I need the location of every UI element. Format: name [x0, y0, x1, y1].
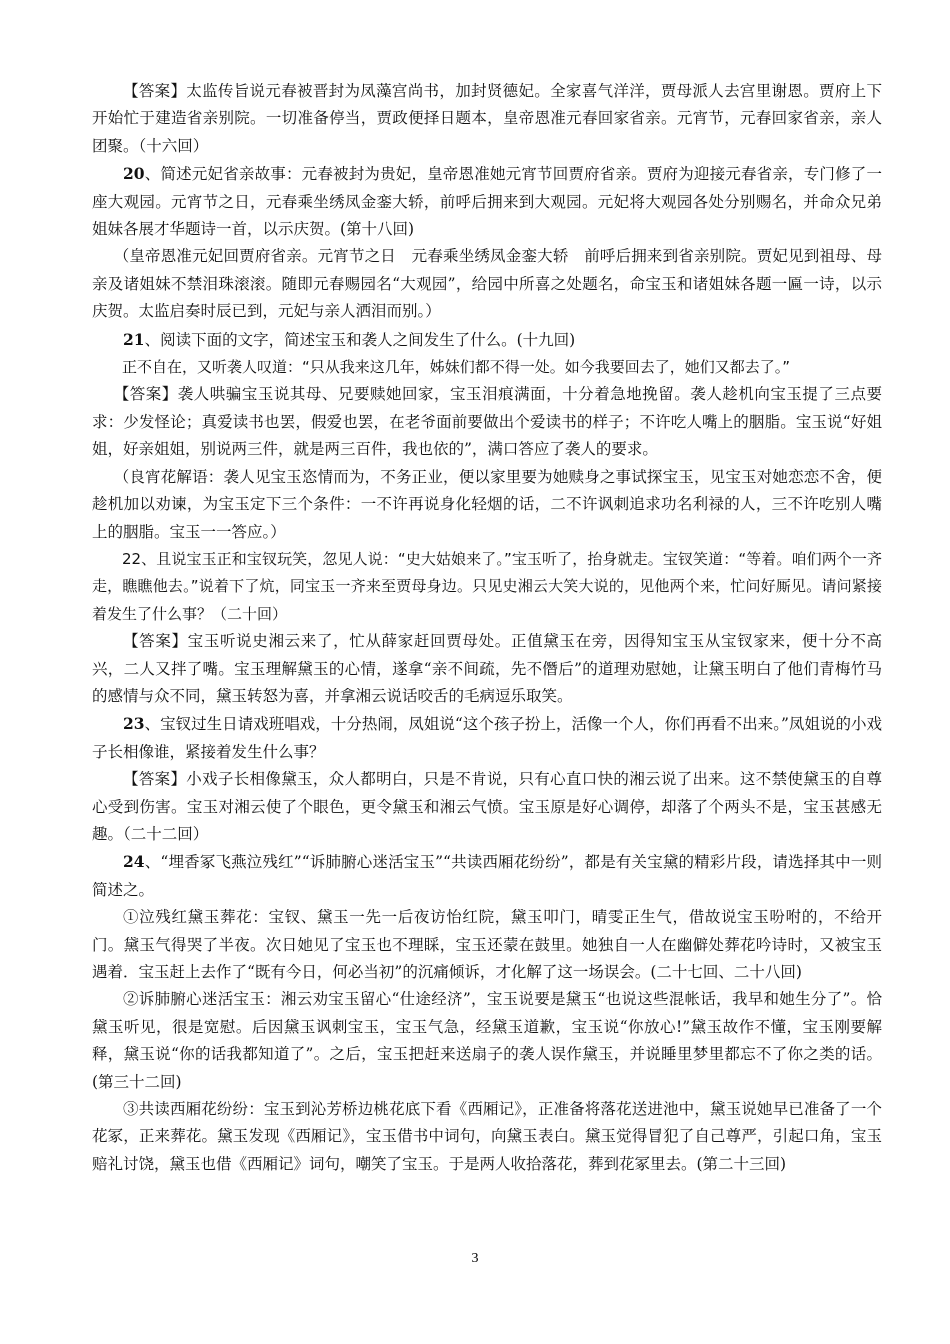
answer-21	[92, 381, 882, 463]
answer-22	[92, 628, 882, 710]
answer-24-option-3	[92, 1096, 882, 1178]
question-number: 23	[123, 714, 145, 734]
question-20-alt	[92, 243, 882, 325]
question-24	[92, 848, 882, 904]
question-21-quote	[92, 354, 882, 381]
question-text: 、“埋香冢飞燕泣残红”“诉肺腑心迷活宝玉”“共读西厢花纷纷”，都是有关宝黛的精彩片段，请选择其中一则简述之。	[92, 853, 882, 899]
answer-text: 【答案】袭人哄骗宝玉说其母、兄要赎她回家，宝玉泪痕满面，十分着急地挽留。袭人趁机向宝玉提了三点要求：少发怪论；真爱读书也罢，假爱也罢，在老爷面前要做出个爱读书的样子；不许吃人嘴上的胭脂。宝玉说“好姐姐，好亲姐姐，别说两三件，就是两三百件，我也依的”，满口答应了袭人的要求。	[92, 385, 882, 459]
question-number: 24	[123, 852, 145, 872]
answer-24-option-2	[92, 986, 882, 1096]
alt-answer-text: （良宵花解语：袭人见宝玉恣情而为，不务正业，便以家里要为她赎身之事试探宝玉，见宝玉对她恋恋不舍，便趁机加以劝谏，为宝玉定下三个条件：一不许再说身化轻烟的话，二不许讽刺追求功名利禄的人，三不许吃别人嘴上的胭脂。宝玉一一答应。）	[92, 467, 882, 541]
question-22	[92, 546, 882, 628]
option-text: ③共读西厢花纷纷：宝玉到沁芳桥边桃花底下看《西厢记》，正准备将落花送进池中，黛玉说她早已准备了一个花冢，正来葬花。黛玉发现《西厢记》，宝玉借书中词句，向黛玉表白。黛玉觉得冒犯了自己尊严，引起口角，宝玉赔礼讨饶，黛玉也借《西厢记》词句，嘲笑了宝玉。于是两人收拾落花，葬到花冢里去。(第二十三回)	[92, 1100, 882, 1173]
option-text: ①泣残红黛玉葬花：宝钗、黛玉一先一后夜访怡红院，黛玉叩门，晴雯正生气，借故说宝玉吩咐的，不给开门。黛玉气得哭了半夜。次日她见了宝玉也不理睬，宝玉还蒙在鼓里。她独自一人在幽僻处葬花吟诗时，又被宝玉遇着．宝玉赶上去作了“既有今日，何必当初”的沉痛倾诉，才化解了这一场误会。(二十七回、二十八回)	[92, 908, 882, 981]
answer-16	[92, 78, 882, 160]
page-number: 3	[471, 1251, 479, 1266]
answer-23	[92, 766, 882, 848]
question-21	[92, 326, 882, 354]
question-20	[92, 160, 882, 243]
question-text: 、简述元妃省亲故事：元春被封为贵妃，皇帝恩准她元宵节回贾府省亲。贾府为迎接元春省亲，专门修了一座大观园。元宵节之日，元春乘坐绣凤金銮大轿，前呼后拥来到大观园。元妃将大观园各处分别赐名，并命众兄弟姐妹各展才华题诗一首，以示庆贺。(第十八回)	[92, 165, 882, 239]
answer-24-option-1	[92, 904, 882, 986]
alt-answer-text: （皇帝恩准元妃回贾府省亲。元宵节之日 元春乘坐绣凤金銮大轿 前呼后拥来到省亲别院。贾妃见到祖母、母亲及诸姐妹不禁泪珠滚滚。随即元春赐园名“大观园”，给园中所喜之处题名，命宝玉和诸姐妹各题一匾一诗，以示庆贺。太监启奏时辰已到，元妃与亲人洒泪而别。）	[92, 247, 882, 321]
option-text: ②诉肺腑心迷活宝玉：湘云劝宝玉留心“仕途经济”，宝玉说要是黛玉“也说这些混帐话，我早和她生分了”。恰黛玉听见，很是宽慰。后因黛玉讽刺宝玉，宝玉气急，经黛玉道歉，宝玉说“你放心!”黛玉故作不懂，宝玉刚要解释，黛玉说“你的话我都知道了”。之后，宝玉把赶来送扇子的袭人误作黛玉，并说睡里梦里都忘不了你之类的话。(第三十二回)	[92, 990, 882, 1091]
question-number: 20	[123, 164, 145, 184]
question-text: 22、且说宝玉正和宝钗玩笑，忽见人说：“史大姑娘来了。”宝玉听了，抬身就走。宝钗笑道：“等着。咱们两个一齐走，瞧瞧他去。”说着下了炕，同宝玉一齐来至贾母身边。只见史湘云大笑大说的，见他两个来，忙问好厮见。请问紧接着发生了什么事？（二十回）	[92, 549, 882, 623]
question-text: 、宝钗过生日请戏班唱戏，十分热闹，凤姐说“这个孩子扮上，活像一个人，你们再看不出来。”凤姐说的小戏子长相像谁，紧接着发生什么事？	[92, 715, 882, 761]
answer-text: 【答案】太监传旨说元春被晋封为凤藻宫尚书，加封贤德妃。全家喜气洋洋，贾母派人去宫里谢恩。贾府上下开始忙于建造省亲别院。一切准备停当，贾政便择日题本，皇帝恩准元春回家省亲。元宵节，元春回家省亲，亲人团聚。（十六回）	[92, 82, 882, 155]
question-text: 、阅读下面的文字，简述宝玉和袭人之间发生了什么。(十九回)	[144, 330, 576, 349]
answer-text: 【答案】小戏子长相像黛玉，众人都明白，只是不肯说，只有心直口快的湘云说了出来。这不禁使黛玉的自尊心受到伤害。宝玉对湘云使了个眼色，更令黛玉和湘云气愤。宝玉原是好心调停，却落了个两头不是，宝玉甚感无趣。（二十二回）	[92, 770, 882, 843]
question-number: 21	[123, 329, 145, 349]
question-23	[92, 710, 882, 766]
answer-text: 【答案】宝玉听说史湘云来了，忙从薛家赶回贾母处。正值黛玉在旁，因得知宝玉从宝钗家来，便十分不高兴，二人又拌了嘴。宝玉理解黛玉的心情，遂拿“亲不间疏，先不僭后”的道理劝慰她，让黛玉明白了他们青梅竹马的感情与众不同，黛玉转怒为喜，并拿湘云说话咬舌的毛病逗乐取笑。	[92, 632, 882, 705]
quote-text: 正不自在，又听袭人叹道：“只从我来这几年，姊妹们都不得一处。如今我要回去了，她们又都去了。”	[122, 358, 791, 377]
answer-21-alt	[92, 464, 882, 546]
